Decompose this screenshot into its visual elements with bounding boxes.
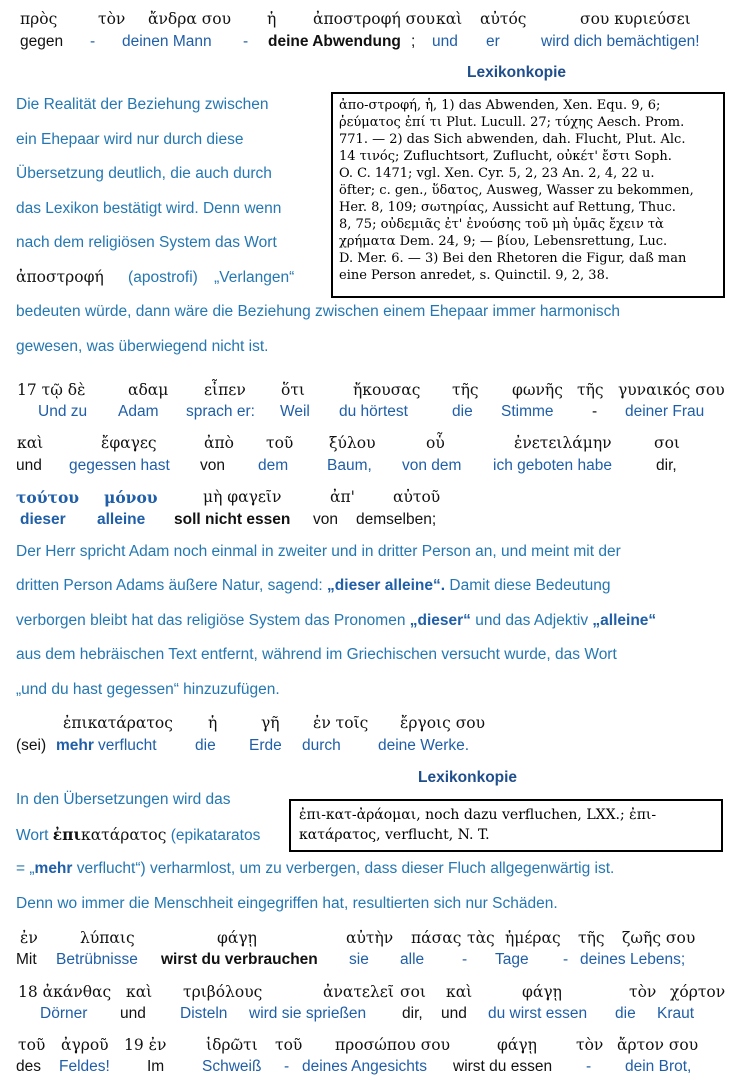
paragraph-line: In den Übersetzungen wird das bbox=[16, 791, 231, 808]
lexicon-line: ῥεύματος ἐπί τι Plut. Lucull. 27; τύχης Aesch. Prom. bbox=[339, 115, 685, 130]
text-run: = „ bbox=[16, 860, 35, 877]
highlight: „alleine“ bbox=[592, 612, 657, 629]
paragraph-line: das Lexikon bestätigt wird. Denn wenn bbox=[16, 200, 282, 217]
greek-word: αδαμ bbox=[128, 381, 169, 399]
greek-word: τριβόλους bbox=[183, 983, 263, 1001]
greek-word: ἀγροῦ bbox=[61, 1036, 109, 1054]
greek-word: τὰς bbox=[467, 929, 495, 947]
lexicon-line: κατάρατος, verflucht, N. T. bbox=[299, 827, 490, 843]
greek-word: σου κυριεύσει bbox=[580, 10, 691, 28]
quoted-meaning: „Verlangen“ bbox=[214, 269, 295, 286]
german-word: mehr bbox=[56, 737, 94, 754]
greek-word: ἄρτον σου bbox=[617, 1036, 699, 1054]
german-word: dieser bbox=[20, 511, 66, 528]
german-word: gegen bbox=[20, 33, 64, 50]
german-word: und bbox=[432, 33, 458, 50]
german-word: - bbox=[90, 33, 96, 50]
german-word: du hörtest bbox=[339, 403, 408, 420]
german-word: sie bbox=[349, 951, 369, 968]
german-word: von bbox=[313, 511, 338, 528]
german-word: sprach er: bbox=[186, 403, 255, 420]
lexicon-line: 771. — 2) das Sich abwenden, dah. Flucht, Plut. Alc. bbox=[339, 132, 686, 147]
greek-word: σοι bbox=[400, 983, 426, 1001]
german-word: alle bbox=[400, 951, 425, 968]
greek-word: τοῦ bbox=[18, 1036, 46, 1054]
german-word: deinen Mann bbox=[122, 33, 212, 50]
german-word: - bbox=[243, 33, 249, 50]
german-word: Im bbox=[147, 1058, 165, 1075]
german-word: (sei) bbox=[16, 737, 47, 754]
german-word: er bbox=[486, 33, 500, 50]
greek-word: ἐπικατάρατος bbox=[63, 714, 173, 732]
greek-word: τῆς bbox=[578, 929, 605, 947]
greek-word: ὅτι bbox=[281, 381, 305, 399]
german-word: und bbox=[16, 457, 42, 474]
german-word: von dem bbox=[402, 457, 462, 474]
paragraph-line: Denn wo immer die Menschheit eingegriffen hat, resultierten sich nur Schäden. bbox=[16, 895, 558, 912]
lexicon-line: D. Mer. 6. — 3) Bei den Rhetoren die Figur, daß man bbox=[339, 251, 687, 266]
german-word: die bbox=[452, 403, 473, 420]
german-word: Betrübnisse bbox=[56, 951, 138, 968]
german-word: und bbox=[120, 1005, 146, 1022]
german-word: deiner Frau bbox=[625, 403, 705, 420]
text-run: dritten Person Adams äußere Natur, sagend: bbox=[16, 577, 328, 594]
greek-word: ἄνδρα σου bbox=[148, 10, 232, 28]
greek-word: φάγῃ bbox=[497, 1036, 537, 1054]
greek-word: τὸν bbox=[98, 10, 126, 28]
german-word: durch bbox=[302, 737, 341, 754]
paragraph-line bbox=[16, 825, 260, 845]
german-word: Feldes! bbox=[59, 1058, 110, 1075]
lexicon-line: 14 τινός; Zufluchtsort, Zuflucht, οὐκέτ' ἔστι Soph. bbox=[339, 149, 672, 164]
highlight: mehr bbox=[34, 860, 73, 877]
text-run: Wort bbox=[16, 827, 53, 844]
greek-word: ἐν bbox=[20, 929, 38, 947]
greek-word: ἡ bbox=[208, 714, 218, 732]
german-word: wird dich bemächtigen! bbox=[541, 33, 700, 50]
greek-word: εἶπεν bbox=[204, 381, 246, 399]
lexicon-line: Her. 8, 109; σωτηρίας, Aussicht auf Rettung, Thuc. bbox=[339, 200, 676, 215]
german-word: - bbox=[586, 1058, 592, 1075]
greek-word: ἀπ' bbox=[330, 488, 355, 506]
greek-word: μὴ φαγεῖν bbox=[203, 488, 282, 506]
german-word: dem bbox=[258, 457, 289, 474]
german-word: - bbox=[462, 951, 468, 968]
lexicon-line: ἐπι-κατ-ἀράομαι, noch dazu verfluchen, LXX.; ἐπι- bbox=[299, 807, 657, 823]
german-word: deines Lebens; bbox=[580, 951, 686, 968]
greek-word: οὗ bbox=[426, 434, 445, 452]
greek-word: τὸν bbox=[629, 983, 657, 1001]
german-word: und bbox=[441, 1005, 467, 1022]
text-run: (epikataratos bbox=[166, 827, 261, 844]
german-word: ; bbox=[411, 33, 416, 50]
paragraph-line: Der Herr spricht Adam noch einmal in zweiter und in dritter Person an, und meint mit der bbox=[16, 543, 621, 560]
german-word: - bbox=[563, 951, 569, 968]
lexicon-line: χρήματα Dem. 24, 9; — βίου, Lebensrettung, Luc. bbox=[339, 234, 668, 249]
lexicon-line: öfter; c. gen., ὕδατος, Ausweg, Wasser zu bekommen, bbox=[339, 183, 694, 198]
german-word: Mit bbox=[16, 951, 37, 968]
lexicon-heading: Lexikonkopie bbox=[418, 769, 518, 786]
german-word: alleine bbox=[97, 511, 146, 528]
german-word: Und zu bbox=[38, 403, 88, 420]
lexicon-line: eine Person anredet, s. Quinctil. 9, 2, 38. bbox=[339, 268, 609, 283]
german-word: demselben; bbox=[356, 511, 437, 528]
greek-word: ἐνετειλάμην bbox=[514, 434, 612, 452]
greek-word: σοι bbox=[654, 434, 680, 452]
german-word: soll nicht essen bbox=[174, 511, 291, 528]
greek-word: τούτου bbox=[16, 488, 80, 507]
german-word: Baum, bbox=[327, 457, 372, 474]
german-word: Adam bbox=[118, 403, 159, 420]
greek-word: καὶ bbox=[436, 10, 463, 28]
german-word: wirst du essen bbox=[453, 1058, 553, 1075]
lexicon-heading: Lexikonkopie bbox=[467, 64, 567, 81]
german-word: wirst du verbrauchen bbox=[161, 951, 318, 968]
greek-word: γῆ bbox=[261, 714, 280, 732]
greek-word: γυναικός σου bbox=[618, 381, 725, 399]
greek-word: φάγῃ bbox=[522, 983, 562, 1001]
greek-word: ἀποστροφή σου bbox=[313, 10, 435, 28]
lexicon-excerpt bbox=[289, 799, 723, 852]
lexicon-excerpt bbox=[331, 92, 725, 298]
greek-word: ἤκουσας bbox=[353, 381, 421, 399]
german-word: Weil bbox=[280, 403, 310, 420]
lexicon-line: 8, 75; οὐδεμιᾶς ἐτ' ἐνούσης τοῦ μὴ ὑμᾶς ἔχειν τὰ bbox=[339, 217, 664, 232]
greek-word: αὐτός bbox=[480, 10, 527, 28]
german-word: dein Brot, bbox=[625, 1058, 692, 1075]
highlight: „dieser“ bbox=[409, 612, 471, 629]
paragraph-line: Übersetzung deutlich, die auch durch bbox=[16, 165, 272, 182]
greek-prefix: ἐπι bbox=[52, 825, 82, 844]
greek-word: πρὸς bbox=[20, 10, 58, 28]
paragraph-line bbox=[16, 860, 614, 878]
paragraph-line: nach dem religiösen System das Wort bbox=[16, 234, 277, 251]
german-word: Tage bbox=[495, 951, 529, 968]
greek-word: ξύλου bbox=[329, 434, 376, 452]
greek-word: μόνου bbox=[104, 488, 158, 507]
german-word: deine Werke. bbox=[378, 737, 470, 754]
german-word: ich geboten habe bbox=[493, 457, 612, 474]
german-word: Schweiß bbox=[202, 1058, 262, 1075]
transliteration: (apostrofi) bbox=[128, 269, 198, 286]
paragraph-line bbox=[16, 612, 656, 630]
greek-word: καὶ bbox=[446, 983, 473, 1001]
greek-word: τοῦ bbox=[266, 434, 294, 452]
paragraph-line: bedeuten würde, dann wäre die Beziehung zwischen einem Ehepaar immer harmonisch bbox=[16, 303, 620, 320]
german-word: - bbox=[284, 1058, 290, 1075]
greek-word: χόρτον bbox=[670, 983, 726, 1001]
text-run: Damit diese Bedeutung bbox=[445, 577, 611, 594]
greek-word: ζωῆς σου bbox=[622, 929, 696, 947]
greek-word: τὸν bbox=[576, 1036, 604, 1054]
greek-word: φάγῃ bbox=[217, 929, 257, 947]
paragraph-line bbox=[16, 577, 611, 595]
german-word: deines Angesichts bbox=[302, 1058, 427, 1075]
paragraph-line: ein Ehepaar wird nur durch diese bbox=[16, 131, 244, 148]
greek-word: 18 ἀκάνθας bbox=[18, 983, 112, 1001]
lexicon-line: ἀπο-στροφή, ἡ, 1) das Abwenden, Xen. Equ. 9, 6; bbox=[339, 98, 661, 113]
paragraph-line bbox=[16, 268, 294, 287]
german-word: Dörner bbox=[40, 1005, 88, 1022]
highlight: „dieser alleine“. bbox=[327, 577, 446, 594]
greek-word: ἐν τοῖς bbox=[313, 714, 369, 732]
german-word: du wirst essen bbox=[488, 1005, 588, 1022]
greek-word: αὐτὴν bbox=[346, 929, 394, 947]
greek-word: τῆς bbox=[452, 381, 479, 399]
text-run: verflucht“) verharmlost, um zu verbergen, dass dieser Fluch allgegenwärtig ist. bbox=[72, 860, 615, 877]
greek-word: ἀνατελεῖ bbox=[323, 983, 394, 1001]
greek-word: τῆς bbox=[577, 381, 604, 399]
german-word: - bbox=[592, 403, 598, 420]
paragraph-line: „und du hast gegessen“ hinzuzufügen. bbox=[16, 681, 280, 698]
greek-word: λύπαις bbox=[80, 929, 135, 947]
greek-word: καὶ bbox=[126, 983, 153, 1001]
greek-word: αὐτοῦ bbox=[393, 488, 441, 506]
greek-word: ἡμέρας bbox=[505, 929, 561, 947]
german-word: Kraut bbox=[657, 1005, 695, 1022]
german-word: die bbox=[615, 1005, 636, 1022]
paragraph-line: aus dem hebräischen Text entfernt, während im Griechischen versucht wurde, das Wort bbox=[16, 646, 617, 663]
german-word: von bbox=[200, 457, 225, 474]
greek-word: ἱδρῶτι bbox=[206, 1036, 258, 1054]
paragraph-line: gewesen, was überwiegend nicht ist. bbox=[16, 338, 269, 355]
german-word: deine Abwendung bbox=[268, 33, 401, 50]
text-run: und das Adjektiv bbox=[470, 612, 593, 629]
text-run: verborgen bleibt hat das religiöse System das Pronomen bbox=[16, 612, 410, 629]
german-word: dir, bbox=[656, 457, 677, 474]
german-word: gegessen hast bbox=[69, 457, 170, 474]
greek-word: 17 τῷ δὲ bbox=[17, 381, 86, 399]
greek-word: ἡ bbox=[267, 10, 277, 28]
greek-word: 19 ἐν bbox=[124, 1036, 167, 1054]
german-word: dir, bbox=[402, 1005, 423, 1022]
german-word: wird sie sprießen bbox=[249, 1005, 367, 1022]
german-word: die bbox=[195, 737, 216, 754]
german-word: des bbox=[16, 1058, 41, 1075]
greek-word: πάσας bbox=[411, 929, 462, 947]
german-word: Stimme bbox=[501, 403, 554, 420]
paragraph-line: Die Realität der Beziehung zwischen bbox=[16, 96, 269, 113]
greek-word: ἔφαγες bbox=[101, 434, 157, 452]
lexicon-line: O. C. 1471; vgl. Xen. Cyr. 5, 2, 23 An. 2, 4, 22 u. bbox=[339, 166, 655, 181]
german-word: Erde bbox=[249, 737, 282, 754]
greek-word: προσώπου σου bbox=[335, 1036, 451, 1054]
greek-term: ἀποστροφή bbox=[16, 268, 104, 286]
german-word: verflucht bbox=[98, 737, 157, 754]
greek-word: φωνῆς bbox=[512, 381, 563, 399]
greek-term: κατάρατος bbox=[81, 826, 167, 844]
german-word: Disteln bbox=[180, 1005, 228, 1022]
greek-word: ἔργοις σου bbox=[400, 714, 486, 732]
greek-word: καὶ bbox=[17, 434, 44, 452]
greek-word: τοῦ bbox=[275, 1036, 303, 1054]
greek-word: ἀπὸ bbox=[204, 434, 234, 452]
